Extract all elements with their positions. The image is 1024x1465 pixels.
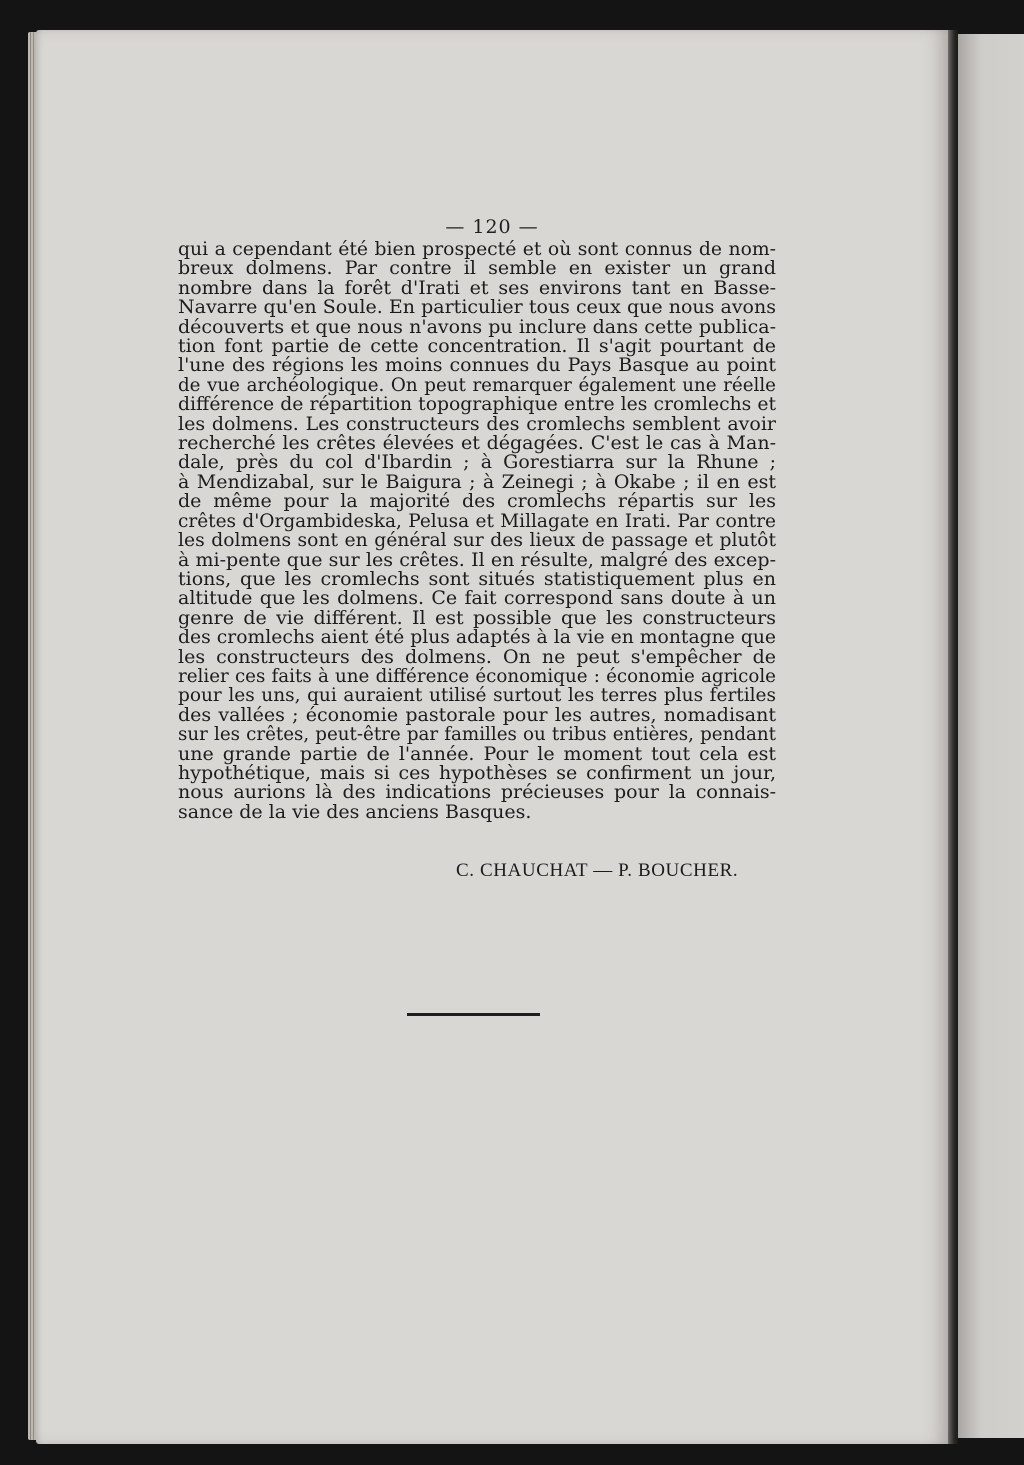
text-line: altitude que les dolmens. Ce fait correspond sans doute à un — [178, 587, 776, 610]
text-line: pour les uns, qui auraient utilisé surtout les terres plus fertiles — [178, 685, 776, 707]
page-number: — 120 — — [445, 216, 539, 238]
text-line: les dolmens. Les constructeurs des cromlechs semblent avoir — [178, 412, 776, 435]
text-line: découverts et que nous n'avons pu inclure dans cette publica- — [178, 315, 776, 338]
text-line: les dolmens sont en général sur des lieux de passage et plutôt — [178, 530, 776, 552]
text-line: breux dolmens. Par contre il semble en exister un grand — [178, 257, 776, 280]
text-line: Navarre qu'en Soule. En particulier tous ceux que nous avons — [178, 296, 776, 319]
text-line: de même pour la majorité des cromlechs répartis sur les — [178, 490, 776, 513]
text-line: sur les crêtes, peut-être par familles ou tribus entières, pendant — [178, 724, 776, 746]
text-line: à Mendizabal, sur le Baigura ; à Zeinegi ; à Okabe ; il en est — [178, 470, 776, 493]
text-line: recherché les crêtes élevées et dégagées. C'est le cas à Man- — [178, 432, 776, 455]
text-line: de vue archéologique. On peut remarquer également une réelle — [178, 374, 776, 396]
text-line: hypothétique, mais si ces hypothèses se confirment un jour, — [178, 761, 776, 784]
text-line: des vallées ; économie pastorale pour les autres, nomadisant — [178, 703, 776, 726]
book-gutter — [948, 30, 958, 1444]
text-line: nous aurions là des indications précieuses pour la connais- — [178, 781, 776, 804]
text-line: une grande partie de l'année. Pour le moment tout cela est — [178, 742, 776, 765]
text-line: à mi-pente que sur les crêtes. Il en résulte, malgré des excep- — [178, 548, 776, 571]
text-line: les constructeurs des dolmens. On ne peut s'empêcher de — [178, 645, 776, 668]
next-page-edge — [958, 34, 1024, 1438]
text-line: nombre dans la forêt d'Irati et ses environs tant en Basse- — [178, 276, 776, 299]
text-line: tion font partie de cette concentration. Il s'agit pourtant de — [178, 335, 776, 358]
text-line: genre de vie différent. Il est possible que les constructeurs — [178, 606, 776, 629]
body-paragraph — [178, 240, 776, 822]
text-line: dale, près du col d'Ibardin ; à Gorestiarra sur la Rhune ; — [178, 451, 776, 474]
author-signature: C. CHAUCHAT — P. BOUCHER. — [456, 860, 739, 881]
text-line: relier ces faits à une différence économique : économie agricole — [178, 665, 776, 687]
text-line: qui a cependant été bien prospecté et où sont connus de nom- — [178, 239, 776, 260]
end-rule — [407, 1013, 540, 1016]
text-line: des cromlechs aient été plus adaptés à la vie en montagne que — [178, 627, 776, 649]
text-line: sance de la vie des anciens Basques. — [178, 800, 532, 823]
text-line: crêtes d'Orgambideska, Pelusa et Millagate en Irati. Par contre — [178, 510, 776, 532]
text-line: tions, que les cromlechs sont situés statistiquement plus en — [178, 567, 776, 590]
text-line: l'une des régions les moins connues du Pays Basque au point — [178, 354, 776, 377]
text-line: différence de répartition topographique entre les cromlechs et — [178, 394, 776, 416]
